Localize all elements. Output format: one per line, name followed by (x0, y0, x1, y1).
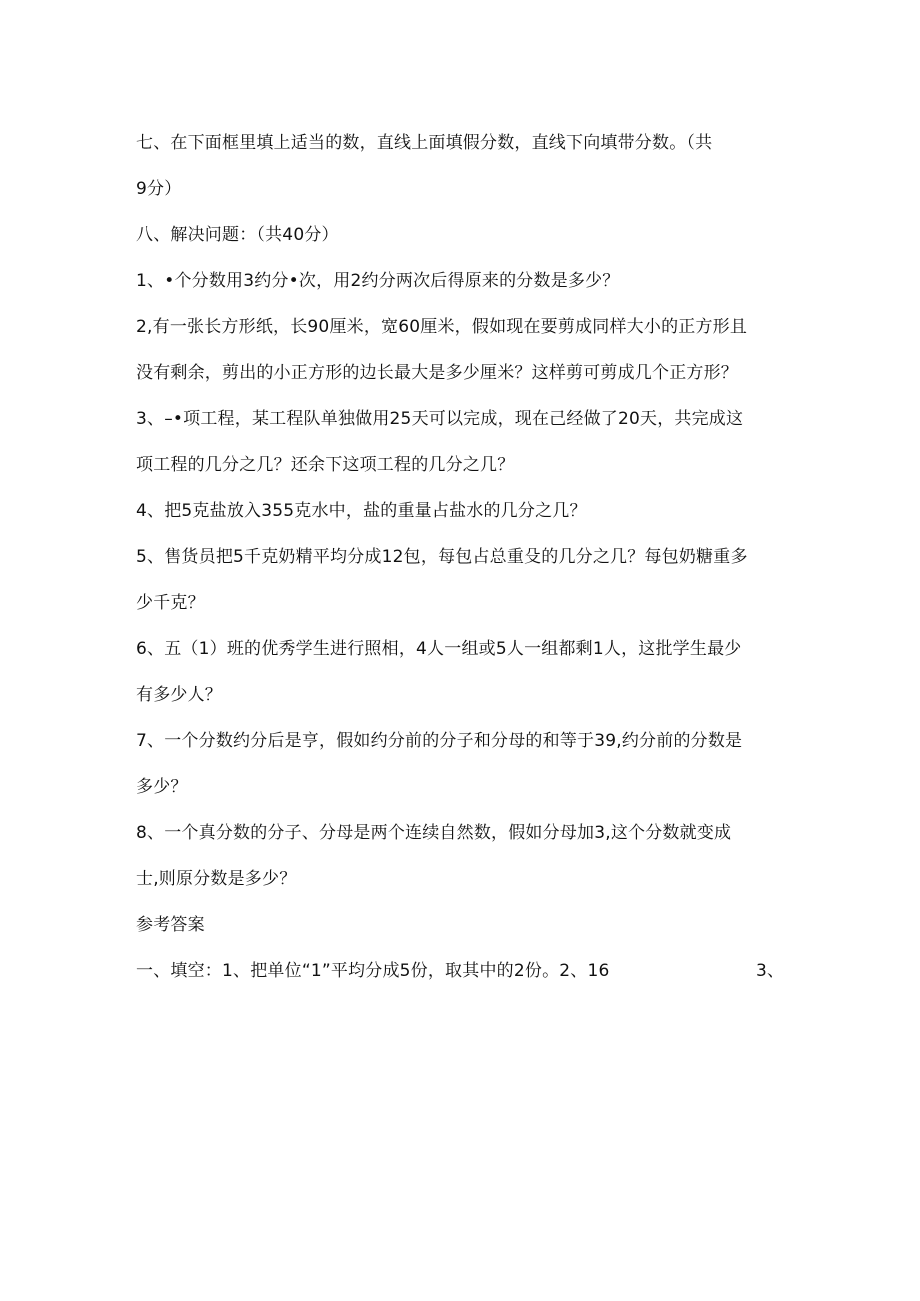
section-8-heading: 八、解决问题：（共40分） (136, 225, 339, 245)
answers-line-1-left: 一、填空：1、把单位“1”平均分成5份，取其中的2份。2、16 (136, 961, 610, 981)
question-2-line-1: 2,有一张长方形纸，长90厘米，宽60厘米，假如现在要剪成同样大小的正方形且 (136, 317, 748, 337)
answers-line-1-right: 3、 (756, 961, 785, 981)
question-7-line-2: 多少？ (136, 777, 188, 797)
question-3-line-2: 项工程的几分之几？还余下这项工程的几分之几？ (136, 455, 515, 475)
question-5-line-2: 少千克？ (136, 593, 205, 613)
question-5-line-1: 5、售货员把5千克奶精平均分成12包，每包占总重殳的几分之几？每包奶糖重多 (136, 547, 748, 567)
section-7-line-1: 七、在下面框里填上适当的数，直线上面填假分数，直线下向填带分数。（共 (136, 133, 713, 153)
question-4: 4、把5克盐放入355克水中，盐的重量占盐水的几分之几？ (136, 501, 587, 521)
question-2-line-2: 没有剩余，剪出的小正方形的边长最大是多少厘米？这样剪可剪成几个正方形？ (136, 363, 738, 383)
answers-line-1 (136, 948, 786, 994)
question-8-line-2: 士,则原分数是多少？ (136, 869, 297, 889)
question-6-line-1: 6、五（1）班的优秀学生进行照相，4人一组或5人一组都剩1人，这批学生最少 (136, 639, 742, 659)
section-7-line-2: 9分） (136, 179, 182, 199)
question-1: 1、•个分数用3约分•次，用2约分两次后得原来的分数是多少？ (136, 271, 620, 291)
question-6-line-2: 有多少人？ (136, 685, 222, 705)
question-3-line-1: 3、–•项工程，某工程队单独做用25天可以完成，现在己经做了20天，共完成这 (136, 409, 744, 429)
question-7-line-1: 7、一个分数约分后是亨，假如约分前的分子和分母的和等于39,约分前的分数是 (136, 731, 743, 751)
document-content (136, 120, 786, 994)
answers-heading: 参考答案 (136, 915, 205, 935)
question-8-line-1: 8、一个真分数的分子、分母是两个连续自然数，假如分母加3,这个分数就变成 (136, 823, 732, 843)
